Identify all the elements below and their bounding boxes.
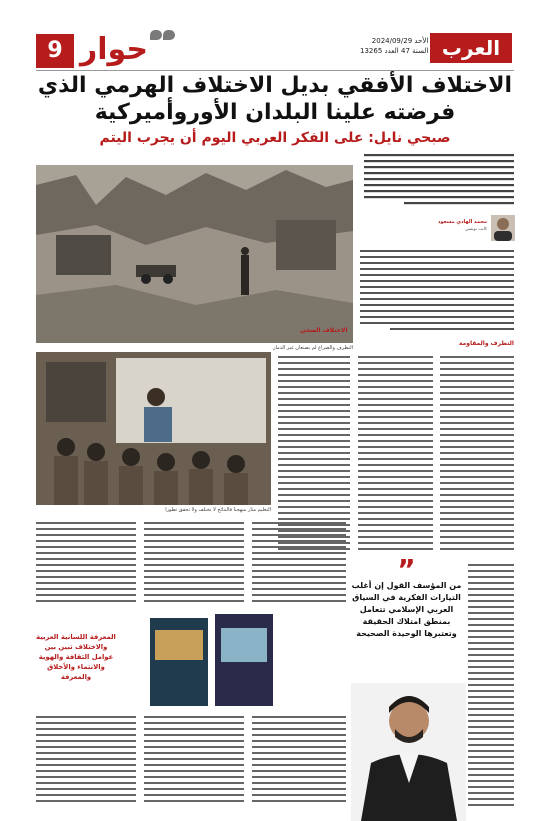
author-byline [425, 215, 515, 241]
photo-classroom [36, 352, 271, 505]
right-column-text-1 [360, 248, 514, 338]
author-silhouette-icon [491, 215, 515, 241]
issue-info [360, 36, 428, 56]
side-quote-text: المعرفة اللسانية العربية والاختلاف تبين بين عوامل الثقافة والهوية والانتماء والأخلاق والمعرفة [36, 633, 116, 681]
speech-bubble-icon-2 [163, 30, 175, 40]
page-number: 9 [36, 34, 74, 68]
book-covers [145, 610, 280, 710]
photo-ruins [36, 165, 353, 343]
subhead-extremism: التطرف والمقاومة [458, 340, 514, 347]
newspaper-logo: العرب [430, 33, 512, 63]
photo2-caption: التعليم مثار منهجنا فالنتائج لا تختلف ولا تحقق تطورا [165, 507, 271, 513]
issue-number: السنة 47 العدد 13265 [360, 47, 429, 55]
lead-text-lines [364, 152, 514, 216]
bottom-left-text [36, 712, 346, 812]
classroom-image [36, 352, 271, 505]
lower-text-lines [36, 518, 346, 608]
photo1-caption: التطرف والصراع لم يصنعان غير الدمار [273, 345, 353, 351]
main-quote-text: من المؤسف القول إن أغلب التيارات الفكرية في السياق العربي الإسلامي تتعامل بمنطق امتلاك الحقيقة وتعتبرها الوحيدة الصحيحة [351, 581, 462, 638]
author-avatar [491, 215, 515, 241]
author-role: كاتب تونسي [464, 227, 487, 232]
bottom-text-lines [36, 712, 346, 812]
side-quote [36, 632, 116, 712]
speech-bubble-icon [150, 30, 162, 40]
headline: الاختلاف الأفقي بديل الاختلاف الهرمي الذي فرضته علينا البلدان الأوروأميركية [37, 73, 513, 125]
quote-mark-icon: ” [397, 553, 416, 586]
section-title: حوار [80, 32, 148, 67]
subhead-healthy-difference: الاختلاف الصحي [300, 327, 348, 334]
header-rule [36, 70, 514, 71]
author-name: محمد الهادي مسعود [437, 219, 487, 225]
sub-headline: صبحي نايل: على الفكر العربي اليوم أن يجرب اليتم [99, 130, 451, 146]
main-quote [350, 553, 463, 670]
right-lower-text [468, 560, 514, 815]
interviewee-portrait [351, 683, 466, 821]
ruins-image [36, 165, 353, 343]
books-image [145, 610, 280, 710]
lower-left-text [36, 518, 346, 608]
issue-date: الأحد 2024/09/29 [371, 37, 429, 45]
column-text-lines [360, 248, 514, 338]
portrait-image [351, 683, 466, 821]
lead-paragraph [364, 152, 514, 216]
right-lower-lines [468, 560, 514, 815]
